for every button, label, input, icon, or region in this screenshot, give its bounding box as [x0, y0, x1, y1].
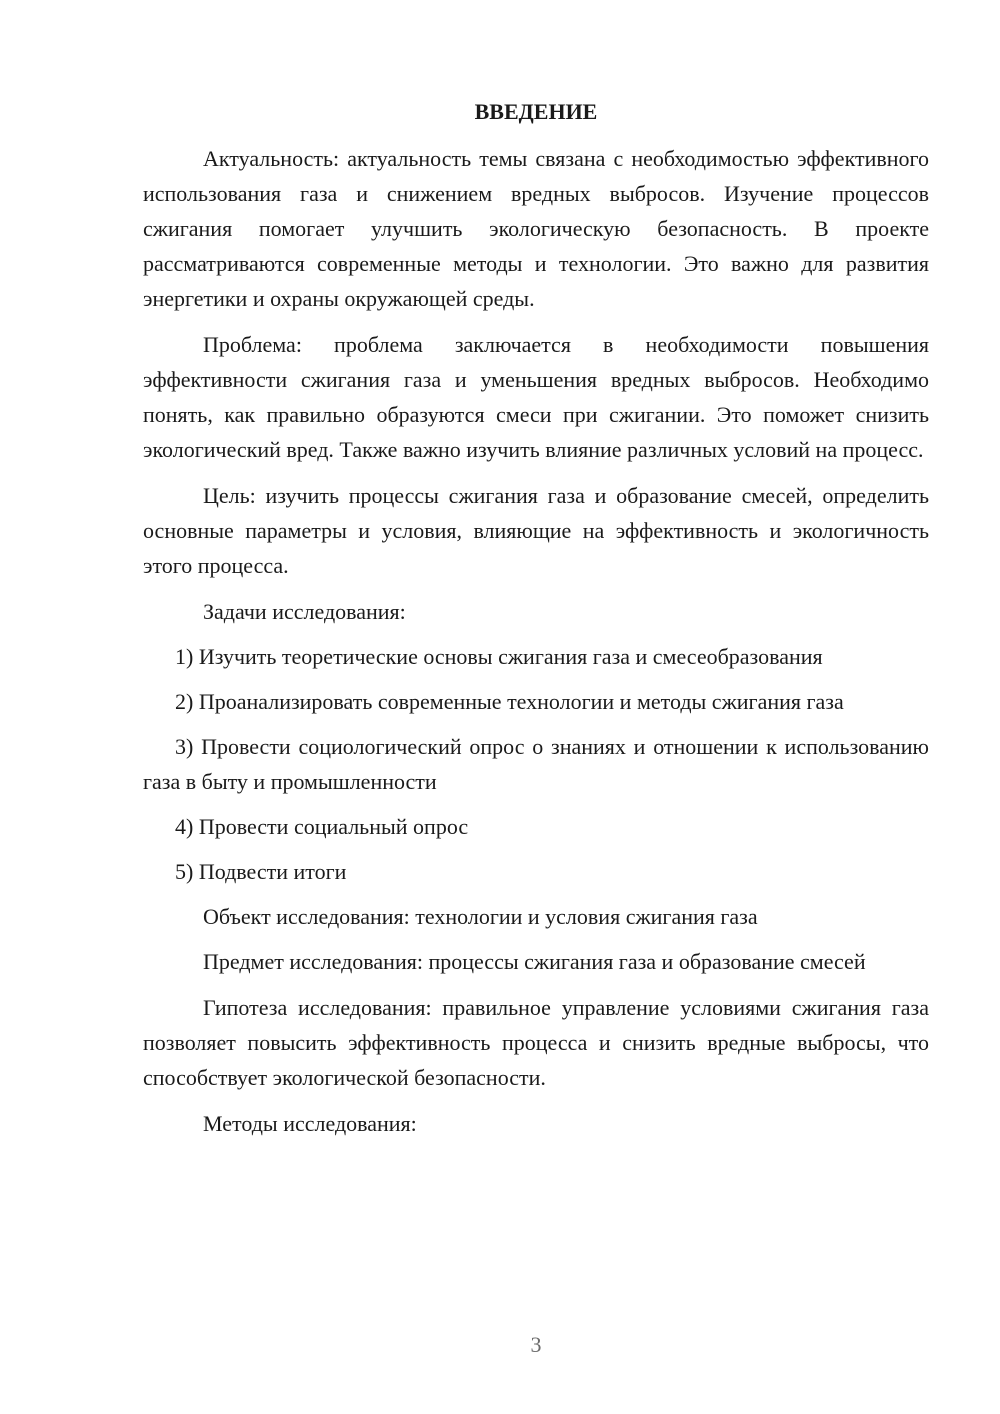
task-item-3: 3) Провести социологический опрос о знаниях и отношении к использованию газа в быту и промышленности [143, 734, 929, 794]
paragraph-problem: Проблема: проблема заключается в необходимости повышения эффективности сжигания газа и уменьшения вредных выбросов. Необходимо понять, как правильно образуются смеси при сжигании. Это поможет снизить экологический вред. Также важно изучить влияние различных условий на процесс. [143, 332, 929, 462]
page-content [143, 94, 929, 1152]
paragraph-tasks-heading: Задачи исследования: [203, 599, 406, 624]
page-title: ВВЕДЕНИЕ [474, 99, 598, 124]
paragraph-goal: Цель: изучить процессы сжигания газа и образование смесей, определить основные параметры и условия, влияющие на эффективность и экологичность этого процесса. [143, 483, 929, 578]
page-number: 3 [530, 1332, 542, 1357]
task-item-1: 1) Изучить теоретические основы сжигания газа и смесеобразования [175, 644, 823, 669]
task-item-5: 5) Подвести итоги [175, 859, 347, 884]
paragraph-subject: Предмет исследования: процессы сжигания газа и образование смесей [203, 949, 866, 974]
task-item-4: 4) Провести социальный опрос [175, 814, 469, 839]
paragraph-hypothesis: Гипотеза исследования: правильное управление условиями сжигания газа позволяет повысить эффективность процесса и снизить вредные выбросы, что способствует экологической безопасности. [143, 995, 929, 1090]
paragraph-methods: Методы исследования: [203, 1111, 417, 1136]
paragraph-object: Объект исследования: технологии и условия сжигания газа [203, 904, 758, 929]
task-item-2: 2) Проанализировать современные технологии и методы сжигания газа [175, 689, 844, 714]
paragraph-relevance: Актуальность: актуальность темы связана с необходимостью эффективного использования газа и снижением вредных выбросов. Изучение процессов сжигания помогает улучшить экологическую безопасность. В проекте рассматриваются современные методы и технологии. Это важно для развития энергетики и охраны окружающей среды. [143, 146, 929, 311]
